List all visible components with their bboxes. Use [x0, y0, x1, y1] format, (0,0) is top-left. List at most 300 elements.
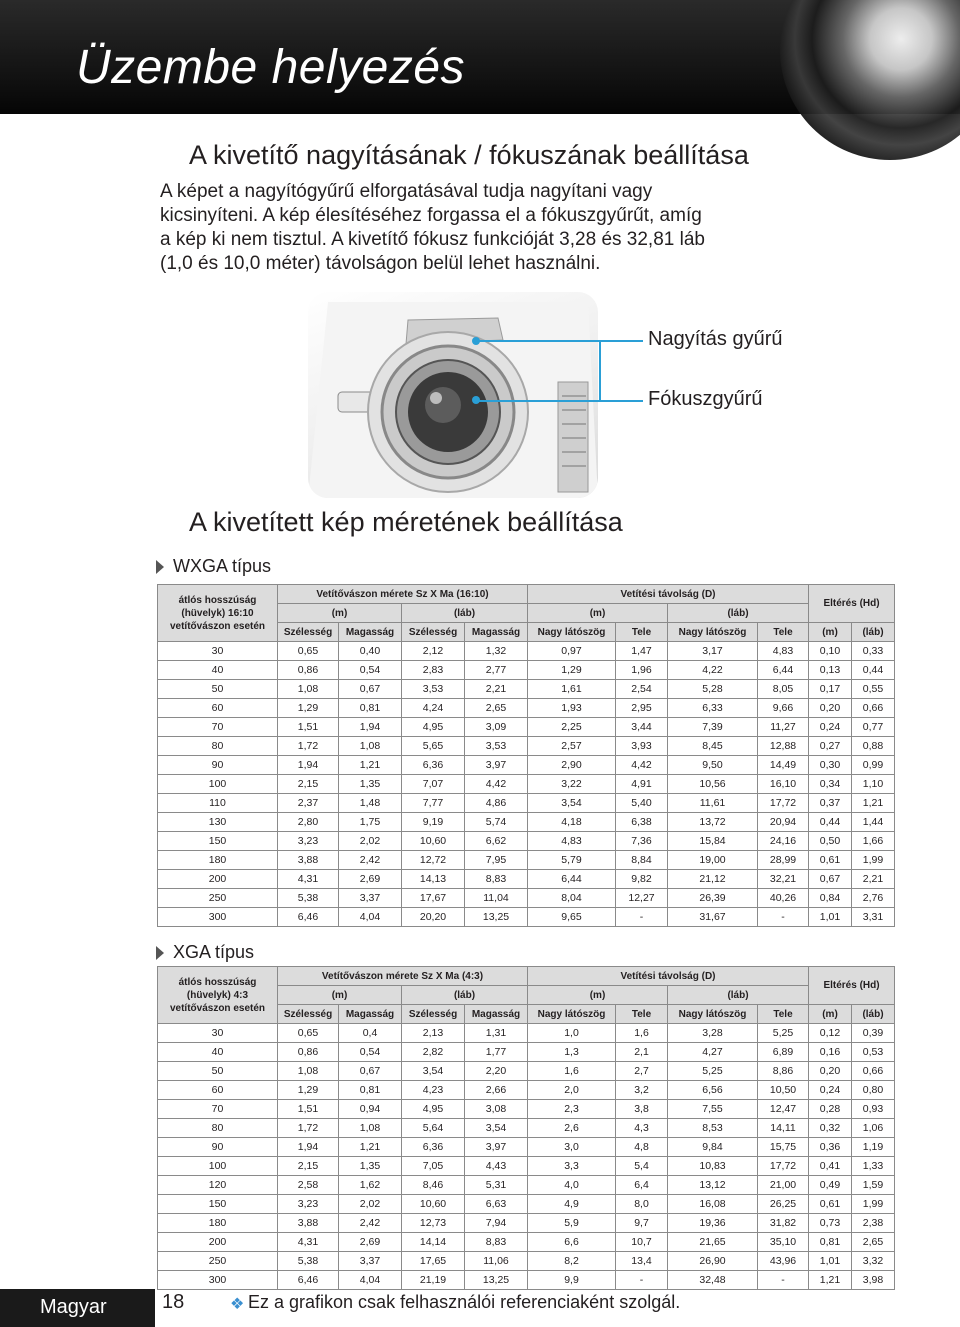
table-cell: 7,05	[402, 1157, 465, 1176]
table-cell: 1,72	[278, 1119, 339, 1138]
table-cell: 3,98	[852, 1271, 895, 1290]
table-cell: 3,09	[465, 718, 528, 737]
table-cell: 12,47	[758, 1100, 809, 1119]
table-cell: 14,14	[402, 1233, 465, 1252]
table-cell: 0,37	[809, 794, 852, 813]
table-cell: 0,44	[809, 813, 852, 832]
table-cell: 0,81	[339, 1081, 402, 1100]
table-cell: 2,12	[402, 642, 465, 661]
table-cell: 4,04	[339, 1271, 402, 1290]
table-cell: 4,9	[528, 1195, 616, 1214]
table-cell: 7,55	[668, 1100, 758, 1119]
intro-line: (1,0 és 10,0 méter) távolságon belül lehet használni.	[160, 253, 601, 274]
table-cell: 6,38	[616, 813, 668, 832]
table-cell: 4,43	[465, 1157, 528, 1176]
table-cell: 1,19	[852, 1138, 895, 1157]
table-cell: 16,10	[758, 775, 809, 794]
table-cell: 3,37	[339, 1252, 402, 1271]
sub-header: (láb)	[852, 1005, 895, 1024]
table-cell: 3,08	[465, 1100, 528, 1119]
unit-header: (láb)	[668, 604, 809, 623]
table-cell: 8,05	[758, 680, 809, 699]
wxga-type-label	[156, 556, 271, 577]
table-cell: 4,3	[616, 1119, 668, 1138]
table-cell: 13,12	[668, 1176, 758, 1195]
table-cell: 0,20	[809, 1062, 852, 1081]
zoom-callout-line	[476, 340, 600, 342]
table-cell: 3,28	[668, 1024, 758, 1043]
table-cell: 4,83	[758, 642, 809, 661]
table-cell: 4,83	[528, 832, 616, 851]
table-cell: 21,00	[758, 1176, 809, 1195]
table-cell: 11,61	[668, 794, 758, 813]
table-cell: 8,2	[528, 1252, 616, 1271]
table-cell: 5,28	[668, 680, 758, 699]
table-cell: 2,69	[339, 870, 402, 889]
table-cell: 9,82	[616, 870, 668, 889]
sub-header: Nagy látószög	[668, 1005, 758, 1024]
table-cell: 0,54	[339, 661, 402, 680]
table-cell: 3,23	[278, 1195, 339, 1214]
table-cell: 3,31	[852, 908, 895, 927]
table-cell: 6,62	[465, 832, 528, 851]
table-cell: 1,44	[852, 813, 895, 832]
table-row	[158, 1252, 895, 1271]
table-cell: 2,15	[278, 775, 339, 794]
table-cell: 1,35	[339, 775, 402, 794]
table-cell: 0,67	[339, 680, 402, 699]
table-row	[158, 1176, 895, 1195]
table-row	[158, 832, 895, 851]
table-cell: 0,30	[809, 756, 852, 775]
table-cell: 1,08	[339, 1119, 402, 1138]
table-cell: 3,32	[852, 1252, 895, 1271]
sub-header: Magasság	[465, 1005, 528, 1024]
table-row	[158, 661, 895, 680]
table-cell: 4,95	[402, 718, 465, 737]
table-cell: 2,66	[465, 1081, 528, 1100]
table-cell: 1,31	[465, 1024, 528, 1043]
table-cell: 0,32	[809, 1119, 852, 1138]
sub-header: Tele	[758, 623, 809, 642]
xga-type-label	[156, 942, 254, 963]
table-cell: 2,90	[528, 756, 616, 775]
diagonal-cell: 180	[158, 1214, 278, 1233]
table-cell: 3,54	[528, 794, 616, 813]
table-cell: 17,72	[758, 794, 809, 813]
table-cell: 0,12	[809, 1024, 852, 1043]
bullet-triangle-icon	[156, 560, 164, 574]
table-cell: 8,83	[465, 870, 528, 889]
table-cell: 4,95	[402, 1100, 465, 1119]
table-cell: 0,67	[809, 870, 852, 889]
table-row	[158, 908, 895, 927]
table-cell: 6,89	[758, 1043, 809, 1062]
table-cell: 2,6	[528, 1119, 616, 1138]
sub-header: (m)	[809, 623, 852, 642]
diagonal-cell: 300	[158, 1271, 278, 1290]
diagonal-cell: 40	[158, 661, 278, 680]
sub-header: Magasság	[339, 1005, 402, 1024]
table-cell: 5,40	[616, 794, 668, 813]
table-cell: 3,22	[528, 775, 616, 794]
table-cell: 2,69	[339, 1233, 402, 1252]
table-cell: 1,01	[809, 1252, 852, 1271]
table-cell: 1,94	[339, 718, 402, 737]
table-cell: 1,21	[339, 756, 402, 775]
intro-line: a kép ki nem tisztul. A kivetítő fókusz funkcióját 3,28 és 32,81 láb	[160, 229, 705, 250]
table-cell: 15,84	[668, 832, 758, 851]
sub-header: Szélesség	[402, 1005, 465, 1024]
table-cell: 5,9	[528, 1214, 616, 1233]
table-cell: 17,72	[758, 1157, 809, 1176]
table-cell: 6,46	[278, 908, 339, 927]
table-cell: 35,10	[758, 1233, 809, 1252]
sub-header: Magasság	[465, 623, 528, 642]
table-cell: 2,1	[616, 1043, 668, 1062]
table-cell: 32,48	[668, 1271, 758, 1290]
diagonal-cell: 150	[158, 832, 278, 851]
table-cell: 7,94	[465, 1214, 528, 1233]
unit-header: (m)	[528, 604, 668, 623]
sub-header: Nagy látószög	[668, 623, 758, 642]
table-cell: 1,21	[852, 794, 895, 813]
table-cell: 9,19	[402, 813, 465, 832]
table-cell: 0,66	[852, 699, 895, 718]
table-cell: 0,10	[809, 642, 852, 661]
table-cell: 14,13	[402, 870, 465, 889]
table-cell: 3,97	[465, 756, 528, 775]
table-cell: 0,77	[852, 718, 895, 737]
table-cell: 10,60	[402, 1195, 465, 1214]
table-cell: 7,07	[402, 775, 465, 794]
table-cell: 4,27	[668, 1043, 758, 1062]
zoom-ring-label: Nagyítás gyűrű	[648, 328, 783, 350]
table-cell: 21,12	[668, 870, 758, 889]
table-cell: 8,04	[528, 889, 616, 908]
table-cell: 3,53	[465, 737, 528, 756]
diagonal-cell: 70	[158, 1100, 278, 1119]
table-cell: 9,66	[758, 699, 809, 718]
table-cell: 2,54	[616, 680, 668, 699]
table-row	[158, 642, 895, 661]
table-row	[158, 1119, 895, 1138]
table-cell: 1,08	[278, 1062, 339, 1081]
table-cell: 0,17	[809, 680, 852, 699]
table-cell: 3,8	[616, 1100, 668, 1119]
table-cell: 6,33	[668, 699, 758, 718]
table-cell: 2,3	[528, 1100, 616, 1119]
table-cell: 0,41	[809, 1157, 852, 1176]
table-cell: 3,23	[278, 832, 339, 851]
table-cell: 2,13	[402, 1024, 465, 1043]
table-cell: 6,63	[465, 1195, 528, 1214]
table-cell: 2,57	[528, 737, 616, 756]
table-cell: 4,86	[465, 794, 528, 813]
table-cell: 2,21	[852, 870, 895, 889]
table-cell: 2,65	[852, 1233, 895, 1252]
table-cell: 7,95	[465, 851, 528, 870]
table-row	[158, 1138, 895, 1157]
table-cell: 8,84	[616, 851, 668, 870]
diagonal-cell: 80	[158, 737, 278, 756]
table-cell: 13,25	[465, 1271, 528, 1290]
table-row	[158, 680, 895, 699]
diagonal-cell: 300	[158, 908, 278, 927]
table-row	[158, 1271, 895, 1290]
table-cell: 3,17	[668, 642, 758, 661]
table-cell: 9,7	[616, 1214, 668, 1233]
table-cell: 1,99	[852, 851, 895, 870]
table-cell: 5,4	[616, 1157, 668, 1176]
table-cell: 31,67	[668, 908, 758, 927]
table-cell: 3,54	[402, 1062, 465, 1081]
table-cell: 1,62	[339, 1176, 402, 1195]
table-cell: 1,29	[278, 1081, 339, 1100]
table-cell: 6,44	[528, 870, 616, 889]
table-cell: 0,34	[809, 775, 852, 794]
table-cell: 8,46	[402, 1176, 465, 1195]
xga-throw-table	[157, 966, 895, 1290]
table-cell: 13,25	[465, 908, 528, 927]
unit-header: (m)	[278, 986, 402, 1005]
table-cell: 17,67	[402, 889, 465, 908]
table-cell: 9,9	[528, 1271, 616, 1290]
table-cell: 5,64	[402, 1119, 465, 1138]
table-cell: 2,95	[616, 699, 668, 718]
table-row	[158, 813, 895, 832]
table-cell: 5,25	[668, 1062, 758, 1081]
callout-connector	[599, 340, 601, 402]
table-cell: 2,42	[339, 851, 402, 870]
table-cell: 3,93	[616, 737, 668, 756]
diagonal-cell: 50	[158, 1062, 278, 1081]
table-cell: 2,7	[616, 1062, 668, 1081]
sub-header: Magasság	[339, 623, 402, 642]
table-cell: 2,25	[528, 718, 616, 737]
table-cell: 1,21	[339, 1138, 402, 1157]
diagonal-cell: 70	[158, 718, 278, 737]
table-cell: 10,7	[616, 1233, 668, 1252]
zoom-callout-tail	[599, 340, 643, 342]
unit-header: (láb)	[402, 986, 528, 1005]
sub-header: Szélesség	[402, 623, 465, 642]
table-cell: 14,11	[758, 1119, 809, 1138]
table-cell: 24,16	[758, 832, 809, 851]
table-cell: 4,0	[528, 1176, 616, 1195]
note-diamond-icon: ❖	[230, 1296, 245, 1313]
table-cell: 7,36	[616, 832, 668, 851]
wxga-throw-table	[157, 584, 895, 927]
table-cell: 6,56	[668, 1081, 758, 1100]
table-cell: 0,24	[809, 1081, 852, 1100]
table-row	[158, 851, 895, 870]
diagonal-cell: 130	[158, 813, 278, 832]
diagonal-cell: 250	[158, 889, 278, 908]
table-cell: 10,83	[668, 1157, 758, 1176]
table-cell: 4,42	[465, 775, 528, 794]
table-cell: 1,51	[278, 718, 339, 737]
unit-header: (m)	[528, 986, 668, 1005]
throw-distance-header: Vetítési távolság (D)	[528, 585, 809, 604]
diagonal-cell: 250	[158, 1252, 278, 1271]
table-cell: 1,93	[528, 699, 616, 718]
table-cell: 31,82	[758, 1214, 809, 1233]
table-cell: 0,73	[809, 1214, 852, 1233]
table-cell: 2,15	[278, 1157, 339, 1176]
table-cell: 0,81	[339, 699, 402, 718]
table-cell: 0,13	[809, 661, 852, 680]
footer-note: Ez a grafikon csak felhasználói referenciaként szolgál.	[248, 1292, 681, 1312]
table-cell: 3,54	[465, 1119, 528, 1138]
table-cell: 3,88	[278, 1214, 339, 1233]
table-cell: 21,65	[668, 1233, 758, 1252]
intro-line: kicsinyíteni. A kép élesítéséhez forgassa el a fókuszgyűrűt, amíg	[160, 205, 702, 226]
table-cell: 28,99	[758, 851, 809, 870]
table-cell: 4,31	[278, 1233, 339, 1252]
sub-header: Szélesség	[278, 1005, 339, 1024]
table-row	[158, 1062, 895, 1081]
table-cell: 2,37	[278, 794, 339, 813]
table-cell: 0,81	[809, 1233, 852, 1252]
table-cell: 19,00	[668, 851, 758, 870]
table-cell: 4,8	[616, 1138, 668, 1157]
table-cell: 11,27	[758, 718, 809, 737]
table-cell: 12,27	[616, 889, 668, 908]
table-cell: 1,08	[278, 680, 339, 699]
table-cell: 12,88	[758, 737, 809, 756]
diagonal-cell: 90	[158, 1138, 278, 1157]
table-cell: 1,21	[809, 1271, 852, 1290]
table-row	[158, 794, 895, 813]
table-row	[158, 699, 895, 718]
table-cell: 0,27	[809, 737, 852, 756]
table-cell: 1,10	[852, 775, 895, 794]
projector-illustration	[308, 292, 598, 498]
table-cell: 0,61	[809, 851, 852, 870]
table-cell: 5,65	[402, 737, 465, 756]
intro-line: A képet a nagyítógyűrű elforgatásával tudja nagyítani vagy	[160, 181, 653, 202]
table-cell: 2,82	[402, 1043, 465, 1062]
screen-size-header: Vetítővászon mérete Sz X Ma (16:10)	[278, 585, 528, 604]
table-cell: 2,65	[465, 699, 528, 718]
table-cell: 0,20	[809, 699, 852, 718]
table-cell: 8,45	[668, 737, 758, 756]
table-cell: 7,77	[402, 794, 465, 813]
intro-paragraph	[160, 180, 820, 276]
table-cell: 13,72	[668, 813, 758, 832]
table-cell: 5,38	[278, 889, 339, 908]
table-cell: 4,22	[668, 661, 758, 680]
table-cell: 8,86	[758, 1062, 809, 1081]
table-cell: 3,88	[278, 851, 339, 870]
table-cell: 6,6	[528, 1233, 616, 1252]
table-cell: 4,24	[402, 699, 465, 718]
table-row	[158, 1157, 895, 1176]
table-cell: 3,44	[616, 718, 668, 737]
table-cell: 2,20	[465, 1062, 528, 1081]
table-cell: 13,4	[616, 1252, 668, 1271]
table-row	[158, 756, 895, 775]
table-cell: 3,53	[402, 680, 465, 699]
table-cell: 5,31	[465, 1176, 528, 1195]
table-cell: 1,29	[528, 661, 616, 680]
table-cell: 2,80	[278, 813, 339, 832]
table-row	[158, 1100, 895, 1119]
table-cell: 0,99	[852, 756, 895, 775]
table-cell: 40,26	[758, 889, 809, 908]
table-cell: 0,40	[339, 642, 402, 661]
table-cell: 5,25	[758, 1024, 809, 1043]
table-cell: 16,08	[668, 1195, 758, 1214]
table-row	[158, 889, 895, 908]
table-row	[158, 1195, 895, 1214]
projector-drawing	[308, 292, 598, 498]
table-cell: -	[758, 1271, 809, 1290]
diag-header: átlós hosszúság (hüvelyk) 16:10 vetítővászon esetén	[158, 585, 278, 642]
table-cell: 10,50	[758, 1081, 809, 1100]
table-cell: 0,16	[809, 1043, 852, 1062]
table-cell: 1,99	[852, 1195, 895, 1214]
table-cell: 1,51	[278, 1100, 339, 1119]
table-cell: 1,66	[852, 832, 895, 851]
table-cell: 0,94	[339, 1100, 402, 1119]
table-cell: 1,94	[278, 1138, 339, 1157]
table-cell: 0,39	[852, 1024, 895, 1043]
diagonal-cell: 30	[158, 642, 278, 661]
table-cell: 8,83	[465, 1233, 528, 1252]
table-cell: 12,72	[402, 851, 465, 870]
table-cell: 9,84	[668, 1138, 758, 1157]
sub-header: (láb)	[852, 623, 895, 642]
table-cell: 1,75	[339, 813, 402, 832]
sub-header: Tele	[616, 1005, 668, 1024]
screen-size-header: Vetítővászon mérete Sz X Ma (4:3)	[278, 967, 528, 986]
table-cell: 1,32	[465, 642, 528, 661]
table-cell: 2,38	[852, 1214, 895, 1233]
table-cell: 2,02	[339, 1195, 402, 1214]
diagonal-cell: 90	[158, 756, 278, 775]
table-cell: 1,61	[528, 680, 616, 699]
table-cell: 7,39	[668, 718, 758, 737]
table-cell: 4,31	[278, 870, 339, 889]
unit-header: (láb)	[668, 986, 809, 1005]
table-cell: 1,6	[528, 1062, 616, 1081]
table-cell: 1,72	[278, 737, 339, 756]
table-cell: 0,84	[809, 889, 852, 908]
focus-ring-label: Fókuszgyűrű	[648, 388, 763, 410]
diagonal-cell: 200	[158, 1233, 278, 1252]
sub-header: Tele	[616, 623, 668, 642]
table-cell: 0,86	[278, 1043, 339, 1062]
table-cell: 2,0	[528, 1081, 616, 1100]
table-cell: 6,36	[402, 756, 465, 775]
table-cell: 1,35	[339, 1157, 402, 1176]
table-cell: 0,50	[809, 832, 852, 851]
table-cell: 3,97	[465, 1138, 528, 1157]
table-cell: 0,97	[528, 642, 616, 661]
table-cell: 2,21	[465, 680, 528, 699]
table-cell: 26,39	[668, 889, 758, 908]
table-row	[158, 1024, 895, 1043]
throw-distance-header: Vetítési távolság (D)	[528, 967, 809, 986]
diagonal-cell: 60	[158, 1081, 278, 1100]
table-cell: 11,04	[465, 889, 528, 908]
table-cell: 4,23	[402, 1081, 465, 1100]
table-cell: 0,24	[809, 718, 852, 737]
table-cell: 8,53	[668, 1119, 758, 1138]
table-cell: 0,93	[852, 1100, 895, 1119]
